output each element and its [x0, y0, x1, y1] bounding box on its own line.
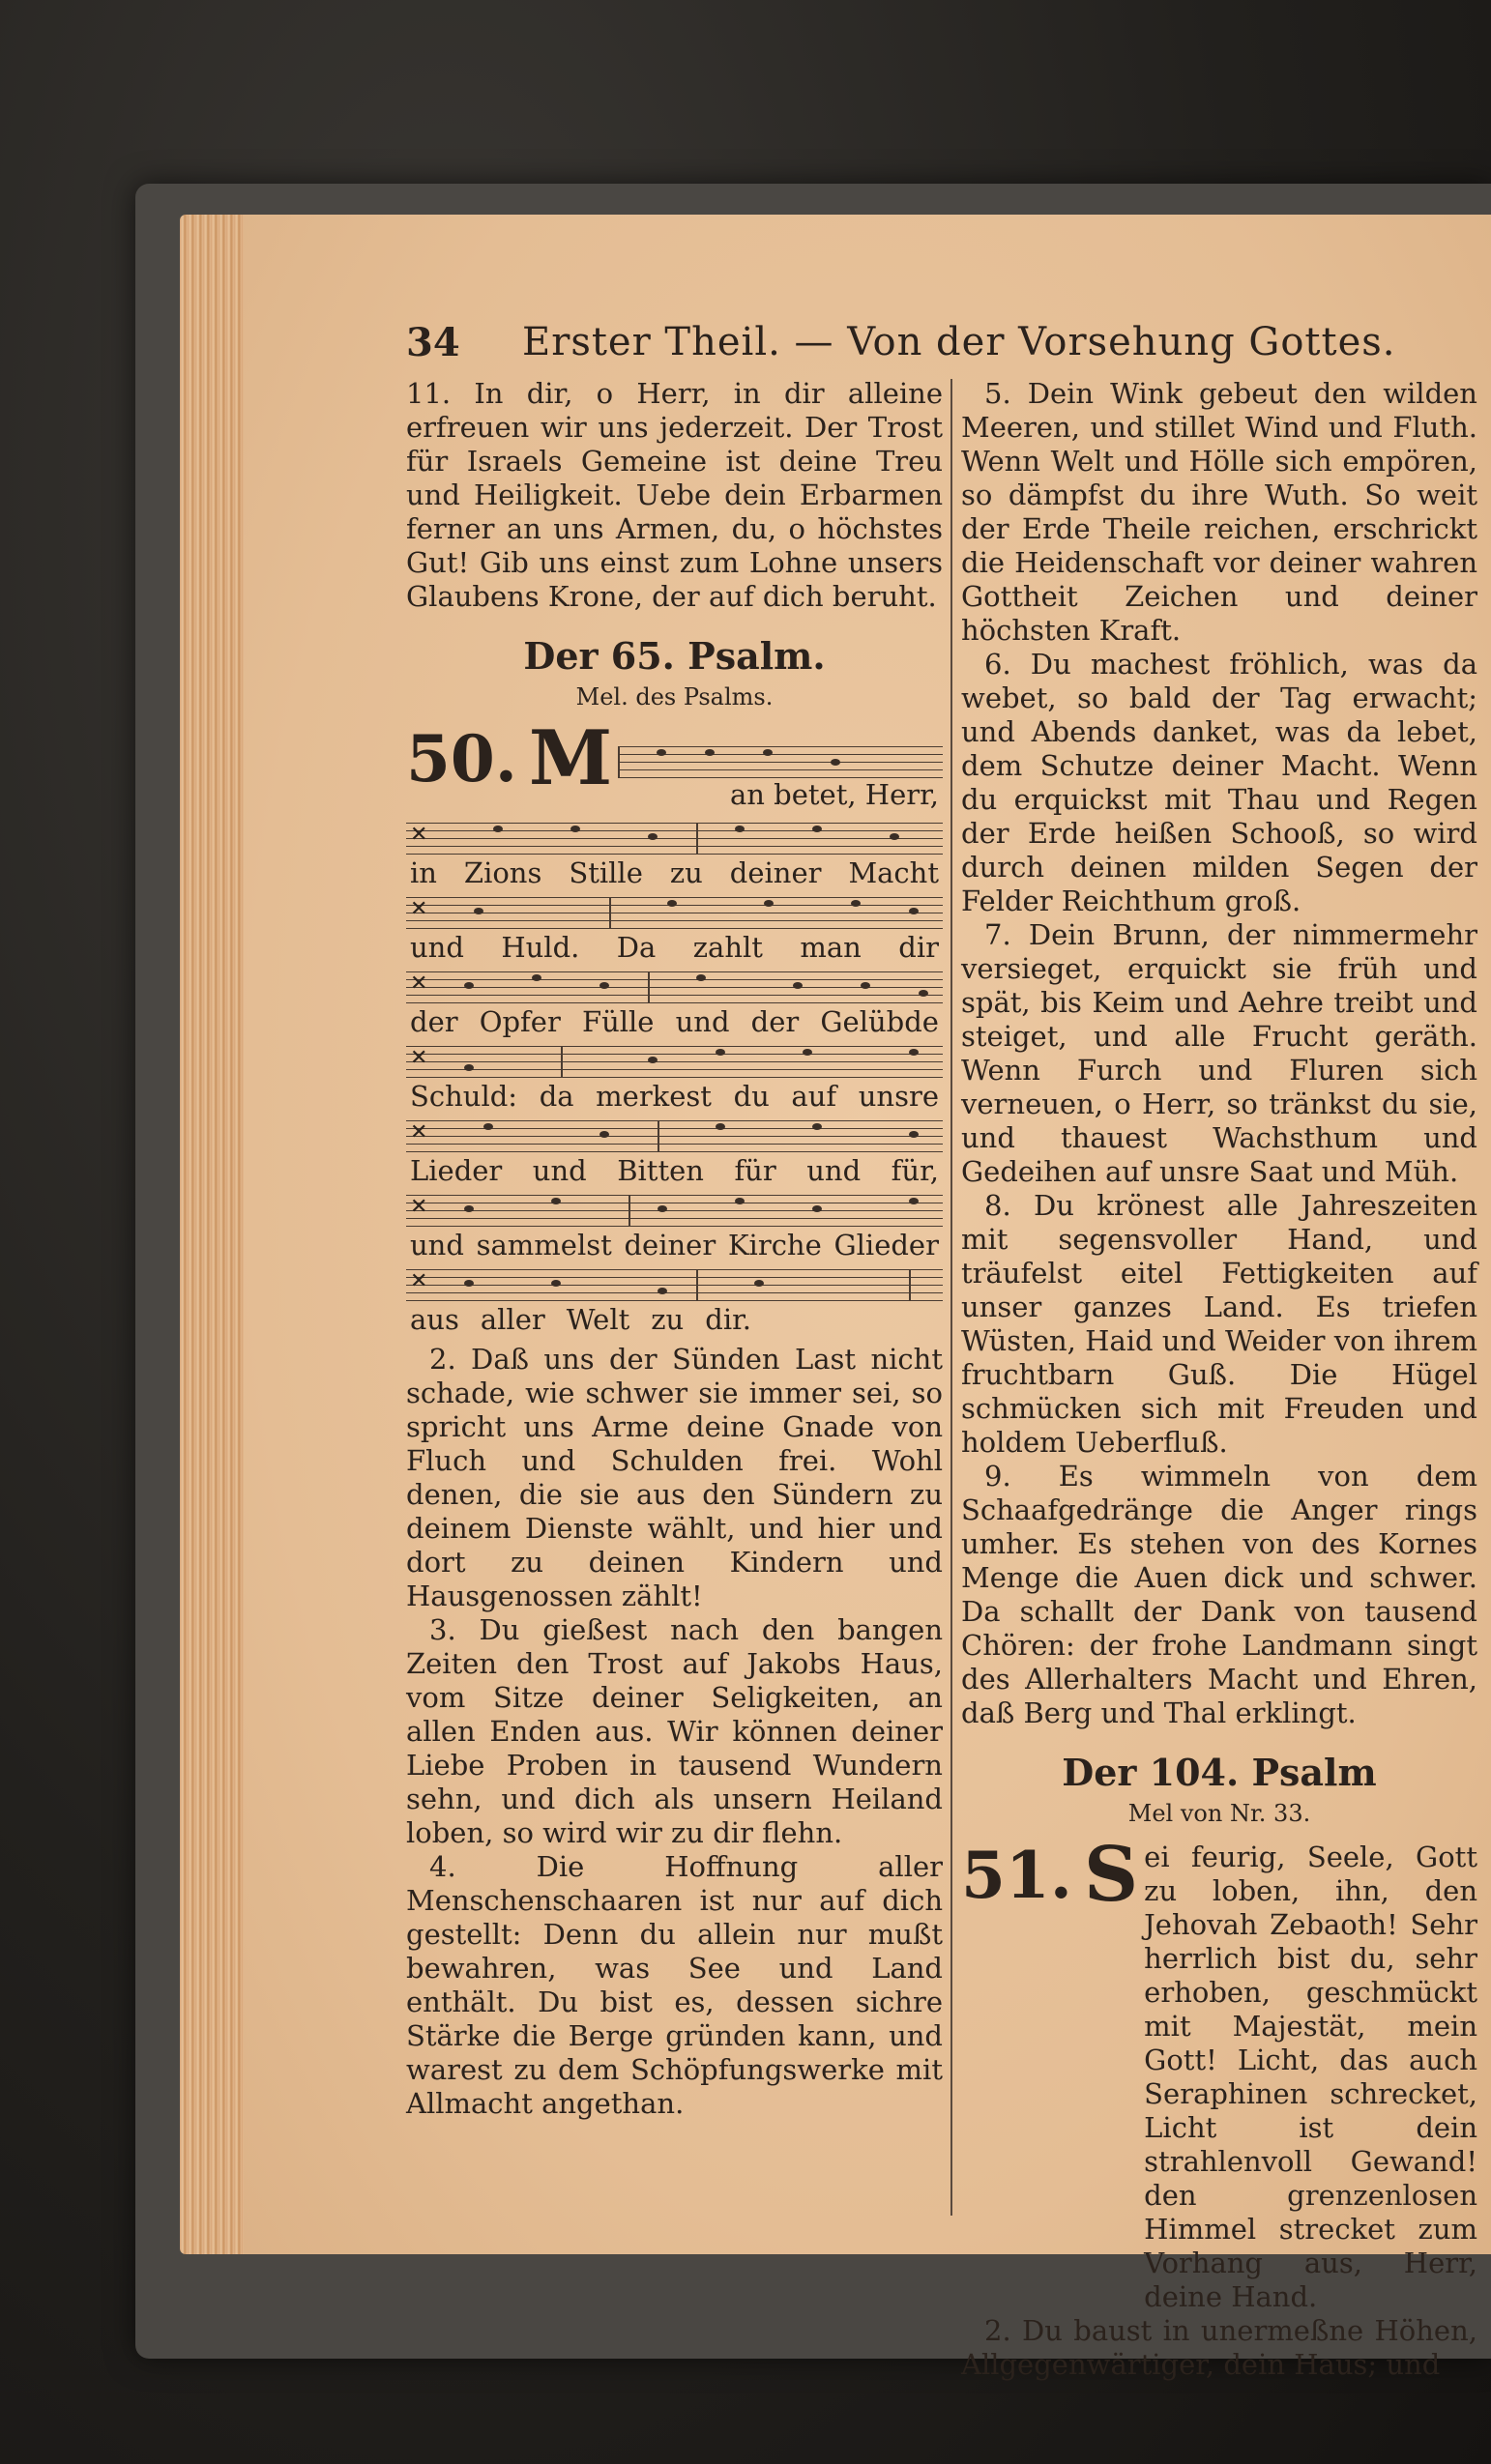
- verse-2-right: 2. Du baust in unermeßne Höhen, Allgegenwärtiger, dein Haus; und: [961, 2314, 1477, 2381]
- first-music-line: [618, 724, 943, 812]
- right-column: [961, 377, 1477, 2382]
- book-page: [244, 215, 1491, 2381]
- page-header: [406, 311, 1479, 373]
- hymn-51-text: ei feurig, Seele, Gott zu loben, ihn, den Jehovah Zebaoth! Sehr herrlich bist du, sehr erhoben, geschmückt mit Majestät, mein Gott! Licht, das auch Seraphinen schrecket, Licht ist dein strahlenvoll Gewand! den grenzenlosen Himmel strecket zum Vorhang aus, Herr, deine Hand.: [1144, 1841, 1477, 2313]
- verse-9: 9. Es wimmeln von dem Schaafgedränge die Anger rings umher. Es stehen von des Kornes Menge die Auen dick und schwer. Da schallt der Dank von tausend Chören: der frohe Landmann singt des Allerhalters Macht und Ehren, daß Berg und Thal erklingt.: [961, 1460, 1477, 1729]
- music-staff: ✕: [406, 890, 943, 929]
- page-edges: [180, 215, 248, 2254]
- lyric-line: Schuld: da merkest du auf unsre: [410, 1080, 939, 1113]
- psalm-104-heading: Der 104. Psalm: [1062, 1751, 1377, 1794]
- verse-3: 3. Du gießest nach den bangen Zeiten den Trost auf Jakobs Haus, vom Sitze deiner Seligkeiten, an allen Enden aus. Wir können deiner Liebe Proben in tausend Wundern sehn, und dich als unsern Heiland loben, so wird wir zu dir flehn.: [406, 1613, 943, 1849]
- drop-cap: S: [1083, 1831, 1139, 1919]
- verse-4: 4. Die Hoffnung aller Menschenschaaren ist nur auf dich gestellt: Denn du allein nur mußt bewahren, was See und Land enthält. Du bist es, dessen sichre Stärke die Berge gründen kann, und warest zu dem Schöpfungswerke mit Allmacht angethan.: [406, 1850, 943, 2120]
- page-number: 34: [406, 319, 460, 365]
- music-lines: [406, 816, 943, 1337]
- music-staff: ✕: [406, 965, 943, 1003]
- running-title: Erster Theil. — Von der Vorsehung Gottes.: [522, 320, 1396, 364]
- lyric-line: der Opfer Fülle und der Gelübde: [410, 1005, 939, 1038]
- hymn-51-start: [961, 1831, 1477, 2314]
- psalm-65-heading: Der 65. Psalm.: [523, 634, 826, 678]
- hymn-number: 51.: [961, 1838, 1072, 1913]
- lyric-line: und Huld. Da zahlt man dir: [410, 931, 939, 964]
- verse-8: 8. Du krönest alle Jahreszeiten mit segensvoller Hand, und träufelst eitel Fettigkeiten auf unser ganzes Land. Es triefen Wüsten, Haid und Weider von ihrem fruchtbarn Guß. Die Hügel schmücken sich mit Freuden und holdem Ueberfluß.: [961, 1189, 1477, 1459]
- verse-6: 6. Du machest fröhlich, was da webet, so bald der Tag erwacht; und Abends danket, was da lebet, dem Schutze deiner Macht. Wenn du erquickst mit Thau und Regen der Erde heißen Schooß, so wird durch deinen milden Segen der Felder Reichthum groß.: [961, 648, 1477, 917]
- music-staff: [618, 739, 943, 778]
- hymn-50-start: [406, 714, 943, 812]
- music-staff: ✕: [406, 1188, 943, 1227]
- left-column: [406, 377, 943, 2121]
- verse-5: 5. Dein Wink gebeut den wilden Meeren, und stillet Wind und Fluth. Wenn Welt und Hölle sich empören, so dämpfst du ihre Wuth. So weit der Erde Theile reichen, erschrickt die Heidenschaft vor deiner wahren Gottheit Zeichen und deiner höchsten Kraft.: [961, 377, 1477, 647]
- melody-note: Mel von Nr. 33.: [1127, 1800, 1311, 1827]
- music-staff: ✕: [406, 1039, 943, 1078]
- lyric-line: aus aller Welt zu dir.: [410, 1303, 751, 1336]
- lyric-line: an betet, Herr,: [729, 778, 939, 811]
- lyric-line: Lieder und Bitten für und für,: [410, 1154, 939, 1187]
- music-staff: ✕: [406, 1114, 943, 1152]
- hymn-number: 50.: [406, 721, 517, 797]
- verse-11: 11. In dir, o Herr, in dir alleine erfreuen wir uns jederzeit. Der Trost für Israels Gemeine ist deine Treu und Heiligkeit. Uebe dein Erbarmen ferner an uns Armen, du, o höchstes Gut! Gib uns einst zum Lohne unsers Glaubens Krone, der auf dich beruht.: [406, 377, 943, 613]
- drop-cap: M: [528, 714, 613, 802]
- music-staff: ✕: [406, 816, 943, 855]
- music-staff: ✕: [406, 1262, 943, 1301]
- lyric-line: und sammelst deiner Kirche Glieder: [410, 1229, 939, 1261]
- verse-7: 7. Dein Brunn, der nimmermehr versieget, erquickt sie früh und spät, bis Keim und Aehre treibt und steiget, und alle Frucht geräth. Wenn Furch und Fluren sich verneuen, o Herr, so tränkst du sie, und thauest Wachsthum und Gedeihen auf unsre Saat und Müh.: [961, 918, 1477, 1188]
- verse-2: 2. Daß uns der Sünden Last nicht schade, wie schwer sie immer sei, so spricht uns Arme deine Gnade von Fluch und Schulden frei. Wohl denen, die sie aus den Sündern zu deinem Dienste wählt, und hier und dort zu deinen Kindern und Hausgenossen zählt!: [406, 1343, 943, 1612]
- column-divider: [950, 379, 952, 2216]
- melody-note: Mel. des Psalms.: [575, 683, 774, 710]
- lyric-line: in Zions Stille zu deiner Macht: [410, 856, 939, 889]
